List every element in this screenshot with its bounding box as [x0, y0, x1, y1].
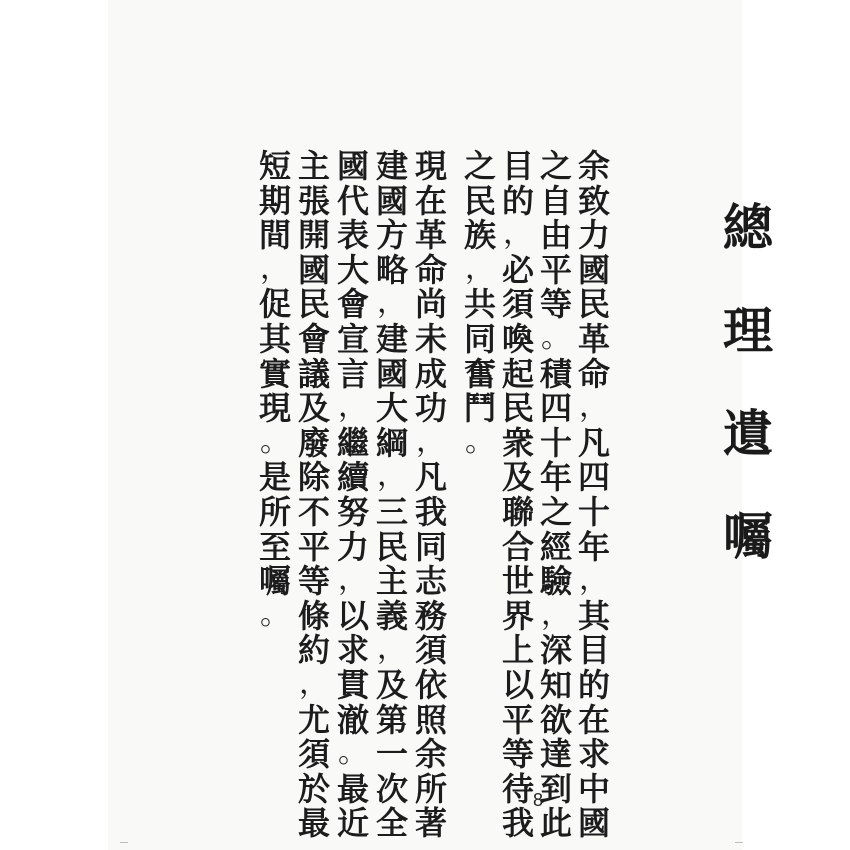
title-char: 總 [723, 198, 773, 257]
text-column: 現 在 革 命 尚 未 成 功 ， 凡 我 同 志 務 須 依 照 余 所 著 [414, 147, 447, 843]
text-column: 國 代 表 大 會 宣 言 ， 繼 續 努 力 ， 以 求 貫 澈 。 最 近 [336, 147, 369, 843]
title-char: 理 [723, 301, 773, 360]
crop-mark [735, 842, 743, 843]
text-column: 建 國 方 略 ， 建 國 大 綱 ， 三 民 主 義 ， 及 第 一 次 全 [375, 147, 408, 843]
page-number: 8 [532, 790, 543, 810]
title-char: 遺 [723, 404, 773, 463]
crop-mark [120, 842, 128, 843]
document-title [708, 198, 788, 615]
text-column: 余 致 力 國 民 革 命 ， 凡 四 十 年 ， 其 目 的 在 求 中 國 [577, 147, 610, 843]
text-column: 之 自 由 平 等 。 積 四 十 年 之 經 驗 ， 深 知 欲 達 到 此 [539, 147, 572, 843]
text-column: 主 張 開 國 民 會 議 及 廢 除 不 平 等 條 約 ， 尤 須 於 最 [297, 147, 330, 843]
text-column: 短 期 間 ， 促 其 實 現 。 是 所 至 囑 。 [258, 147, 291, 632]
text-column: 之 民 族 ， 共 同 奮 鬥 。 [463, 147, 496, 459]
text-column: 目 的 ， 必 須 喚 起 民 衆 及 聯 合 世 界 上 以 平 等 待 我 [501, 147, 534, 843]
document-page [108, 0, 773, 850]
left-margin [0, 0, 108, 850]
title-char: 囑 [723, 507, 773, 566]
